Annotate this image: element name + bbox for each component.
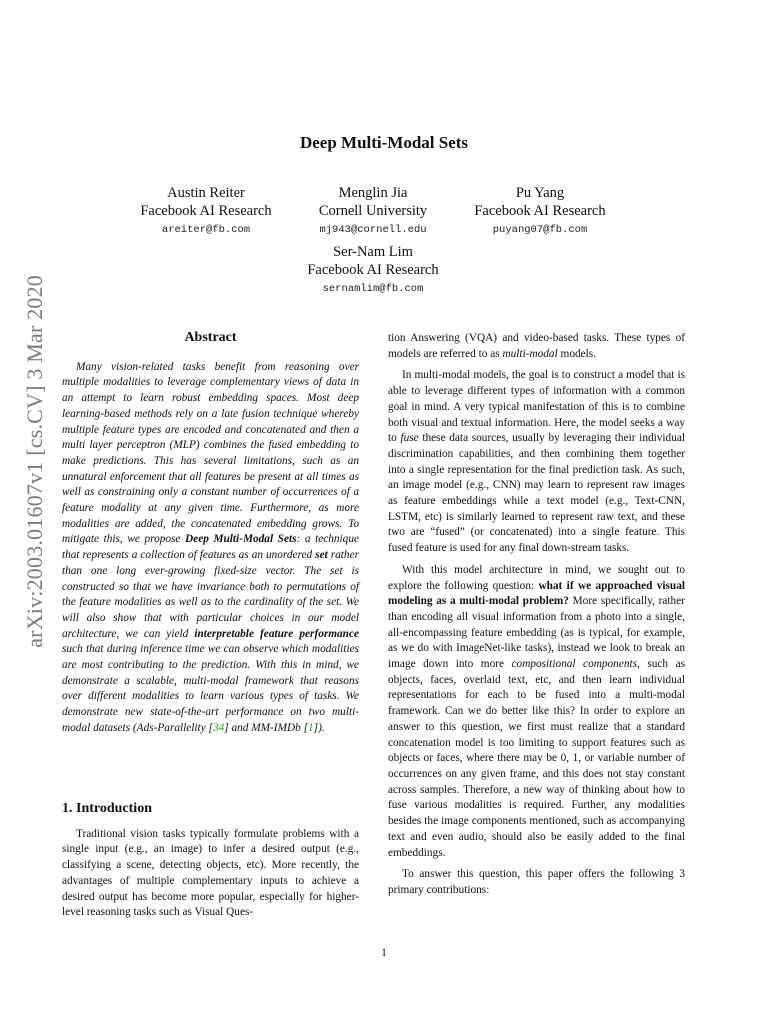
author-name: Austin Reiter — [167, 185, 245, 201]
author-affiliation: Facebook AI Research — [474, 203, 606, 219]
introduction-section — [62, 801, 359, 927]
arxiv-stamp: arXiv:2003.01607v1 [cs.CV] 3 Mar 2020 — [22, 275, 47, 648]
author-block — [273, 243, 473, 298]
author-email[interactable]: mj943@cornell.edu — [319, 224, 427, 236]
author-block — [440, 184, 640, 239]
author-name: Ser-Nam Lim — [333, 244, 413, 260]
abstract-text: Many vision-related tasks benefit from reasoning over multiple modalities to leverage complementary views of data in an attempt to learn robust embedding spaces. Most deep learning-based methods rely on a late fusion technique whereby multiple feature types are encoded and concatenated and then a multi layer perceptron (MLP) combines the fused embedding to make predictions. This has several limitations, such as an unnatural enforcement that all features be present at all times as well as constraining only a constant number of occurrences of a feature modality at any given time. Furthermore, as more modalities are added, the concatenated embedding grows. To mitigate this, we propose Deep Multi-Modal Sets: a technique that represents a collection of features as an unordered set rather than one long ever-growing fixed-size vector. The set is constructed so that we have invariance both to permutations of the feature modalities as well as to the cardinality of the set. We will also show that with particular choices in our model architecture, we can yield interpretable feature performance such that during inference time we can observe which modalities are most contributing to the prediction. With this in mind, we demonstrate a scalable, multi-modal framework that reasons over different modalities to learn various types of tasks. We demonstrate new state-of-the-art performance on two multi-modal datasets (Ads-Parallelity [34] and MM-IMDb [1]). — [62, 360, 359, 734]
body-paragraph: To answer this question, this paper offers the following 3 primary contributions: — [388, 868, 685, 896]
body-paragraph: In multi-modal models, the goal is to construct a model that is able to leverage different types of information with a common goal in mind. A very typical manifestation of this is to combine both visual and textual information. Here, the model seeks a way to fuse these data sources, usually by leveraging their individual discrimination capabilities, and then combining them together into a single representation for the final prediction task. As such, an image model (e.g., CNN) may learn to represent raw images as feature embeddings while a text model (e.g., Text-CNN, LSTM, etc) is similarly learned to represent raw text, and these two are “fused” (or concatenated) into a single feature. This fused feature is used for any final down-stream tasks. — [388, 369, 685, 555]
body-paragraph: With this model architecture in mind, we sought out to explore the following question: what if we approached visual modeling as a multi-modal problem? More specifically, rather than encoding all visual information from a photo into a single, all-encompassing feature embedding (as is typical, for example, as we do with ImageNet-like tasks), instead we look to break an image down into more compositional components, such as objects, faces, overlaid text, etc, and then learn individual representations for each to be fused into a multi-modal framework. Can we do better like this? In order to explore an answer to this question, we first must realize that a standard concatenation model is too limiting to support features such as objects or faces, where there may be 0, 1, or variable number of occurrences on any given frame, and this does not stay constant across samples. Therefore, a new way of thinking about how to fuse various modalities is required. Further, any modalities besides the image components mentioned, such as accompanying text and even audio, should also be easily added to the final embeddings. — [388, 563, 685, 859]
page-number: 1 — [381, 947, 387, 959]
author-email[interactable]: puyang07@fb.com — [492, 224, 588, 236]
citation-link[interactable]: 1 — [308, 721, 314, 734]
paper-title: Deep Multi-Modal Sets — [299, 133, 469, 152]
author-email[interactable]: areiter@fb.com — [161, 224, 251, 236]
right-column — [388, 331, 685, 905]
section-heading: 1. Introduction — [62, 801, 152, 816]
abstract-section — [62, 330, 359, 737]
author-name: Menglin Jia — [338, 185, 408, 201]
author-name: Pu Yang — [515, 185, 565, 201]
author-affiliation: Cornell University — [318, 203, 428, 219]
author-affiliation: Facebook AI Research — [307, 262, 439, 278]
body-paragraph: Traditional vision tasks typically formulate problems with a single input (e.g., an image) to infer a desired output (e.g., classifying a scene, detecting objects, etc). More recently, the advantages of multiple complementary inputs to achieve a desired output has become more popular, especially for higher-level reasoning tasks such as Visual Ques- — [62, 827, 359, 919]
author-affiliation: Facebook AI Research — [140, 203, 272, 219]
body-paragraph: tion Answering (VQA) and video-based tasks. These types of models are referred to as multi-modal models. — [388, 332, 685, 360]
author-email[interactable]: sernamlim@fb.com — [322, 283, 424, 295]
abstract-heading: Abstract — [184, 330, 237, 345]
citation-link[interactable]: 34 — [212, 721, 225, 734]
